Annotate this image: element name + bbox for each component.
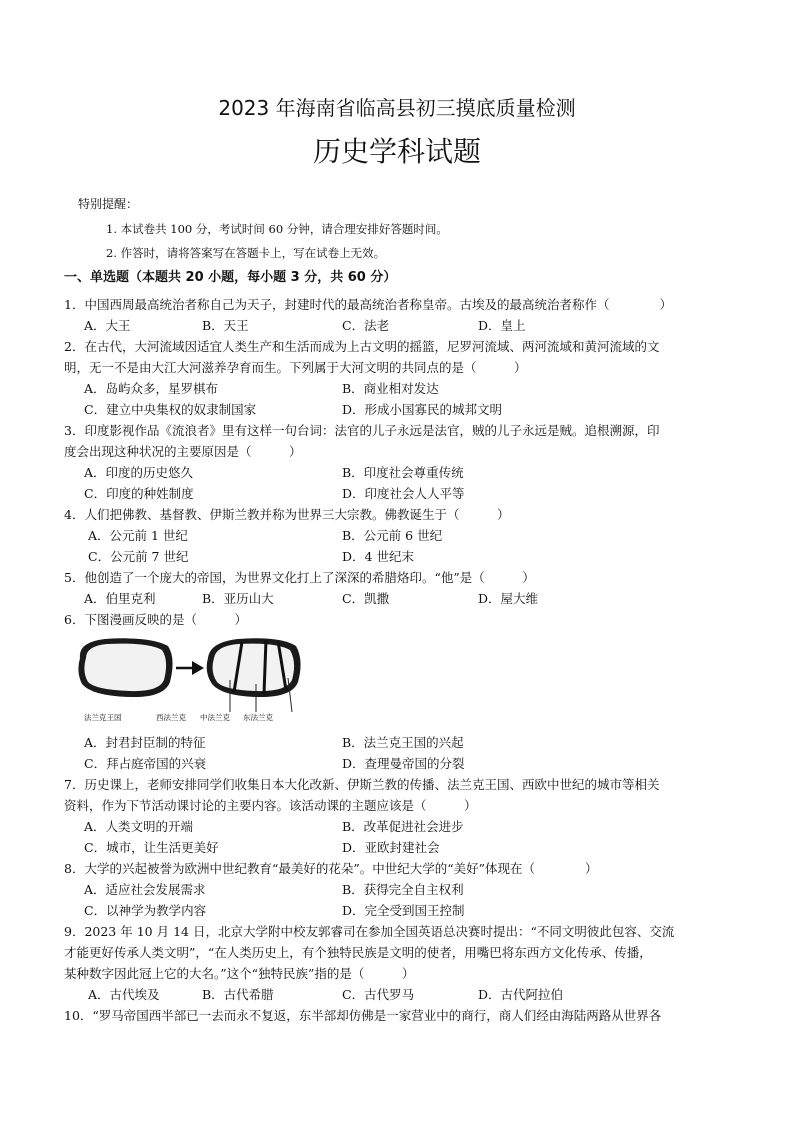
option-d: D．亚欧封建社会 (342, 840, 440, 855)
notice-heading: 特别提醒： (78, 197, 139, 211)
option-a: A．岛屿众多，星罗棋布 (84, 381, 219, 396)
question-line: 10．“罗马帝国西半部已一去而永不复返，东半部却仿佛是一家营业中的商行，商人们经由海陆两路从世界各 (64, 1008, 662, 1023)
notice-item: 1. 本试卷共 100 分，考试时间 60 分钟，请合理安排好答题时间。 (106, 222, 448, 236)
option-d: D．印度社会人人平等 (342, 486, 465, 501)
option-b: B．法兰克王国的兴起 (342, 735, 464, 750)
question-line: 4．人们把佛教、基督教、伊斯兰教并称为世界三大宗教。佛教诞生于（ ） (64, 507, 510, 522)
exam-subtitle: 历史学科试题 (312, 135, 481, 168)
option-a: A．适应社会发展需求 (84, 882, 206, 897)
question-line: 6．下图漫画反映的是（ ） (64, 612, 247, 627)
notice-item: 2. 作答时，请将答案写在答题卡上，写在试卷上无效。 (106, 246, 386, 260)
question-line: 1．中国西周最高统治者称自己为天子，封建时代的最高统治者称皇帝。古埃及的最高统治者称作（ ） (64, 297, 672, 312)
figure-label: 东法兰克 (243, 713, 273, 722)
option-d: D．屋大维 (478, 591, 539, 606)
option-b: B．商业相对发达 (342, 381, 439, 396)
option-d: D．形成小国寡民的城邦文明 (342, 402, 503, 417)
option-b: B．亚历山大 (202, 591, 274, 606)
figure-label: 中法兰克 (200, 713, 230, 722)
option-b: B．古代希腊 (202, 987, 274, 1002)
option-b: B．改革促进社会进步 (342, 819, 464, 834)
option-d: D．4 世纪末 (342, 549, 414, 564)
option-c: C．以神学为教学内容 (84, 903, 207, 918)
option-a: A．人类文明的开端 (84, 819, 194, 834)
section-heading: 一、单选题（本题共 20 小题，每小题 3 分，共 60 分） (64, 270, 397, 285)
question-line: 才能更好传承人类文明”，“在人类历史上，有个独特民族是文明的使者，用嘴巴将东西方文化传承、传播， (64, 945, 652, 960)
option-a: A．公元前 1 世纪 (88, 528, 188, 543)
option-b: B．公元前 6 世纪 (342, 528, 443, 543)
question-line: 5．他创造了一个庞大的帝国，为世界文化打上了深深的希腊烙印。“他”是（ ） (64, 570, 535, 585)
option-c: C．凯撒 (342, 591, 390, 606)
question-line: 度会出现这种状况的主要原因是（ ） (64, 444, 302, 459)
option-b: B．天王 (202, 318, 249, 333)
option-d: D．查理曼帝国的分裂 (342, 756, 465, 771)
option-c: C．建立中央集权的奴隶制国家 (84, 402, 257, 417)
option-b: B．印度社会尊重传统 (342, 465, 464, 480)
option-a: A．封君封臣制的特征 (84, 735, 206, 750)
option-a: A．大王 (84, 318, 131, 333)
option-c: C．城市，让生活更美好 (84, 840, 219, 855)
question-line: 明，无一不是由大江大河滋养孕育而生。下列属于大河文明的共同点的是（ ） (64, 360, 527, 375)
option-a: A．伯里克利 (84, 591, 156, 606)
option-c: C．古代罗马 (342, 987, 415, 1002)
option-d: D．皇上 (478, 318, 526, 333)
question-line: 资料，作为下节活动课讨论的主要内容。该活动课的主题应该是（ ） (64, 798, 477, 813)
question-line: 9．2023 年 10 月 14 日，北京大学附中校友郭睿司在参加全国英语总决赛时提出：“不同文明彼此包容、交流 (64, 924, 675, 939)
figure-label: 法兰克王国 (84, 713, 122, 722)
question-line: 8．大学的兴起被誉为欧洲中世纪教育“最美好的花朵”。中世纪大学的“美好”体现在（ ） (64, 861, 598, 876)
option-d: D．完全受到国王控制 (342, 903, 465, 918)
question-line: 7．历史课上，老师安排同学们收集日本大化改新、伊斯兰教的传播、法兰克王国、西欧中世纪的城市等相关 (64, 777, 660, 792)
option-a: A．印度的历史悠久 (84, 465, 194, 480)
option-d: D．古代阿拉伯 (478, 987, 564, 1002)
question-line: 3．印度影视作品《流浪者》里有这样一句台词：法官的儿子永远是法官，贼的儿子永远是贼。追根溯源，印 (64, 423, 660, 438)
option-c: C．公元前 7 世纪 (88, 549, 189, 564)
option-b: B．获得完全自主权利 (342, 882, 464, 897)
option-c: C．印度的种姓制度 (84, 486, 194, 501)
question-line: 2．在古代，大河流域因适宜人类生产和生活而成为上古文明的摇篮，尼罗河流域、两河流域和黄河流域的文 (64, 339, 660, 354)
option-a: A．古代埃及 (88, 987, 160, 1002)
question-line: 某种数字因此冠上它的大名。”这个“独特民族”指的是（ ） (64, 966, 415, 981)
option-c: C．法老 (342, 318, 390, 333)
figure-label: 西法兰克 (156, 713, 186, 722)
exam-title: 2023 年海南省临高县初三摸底质量检测 (218, 96, 576, 120)
option-c: C．拜占庭帝国的兴衰 (84, 756, 207, 771)
